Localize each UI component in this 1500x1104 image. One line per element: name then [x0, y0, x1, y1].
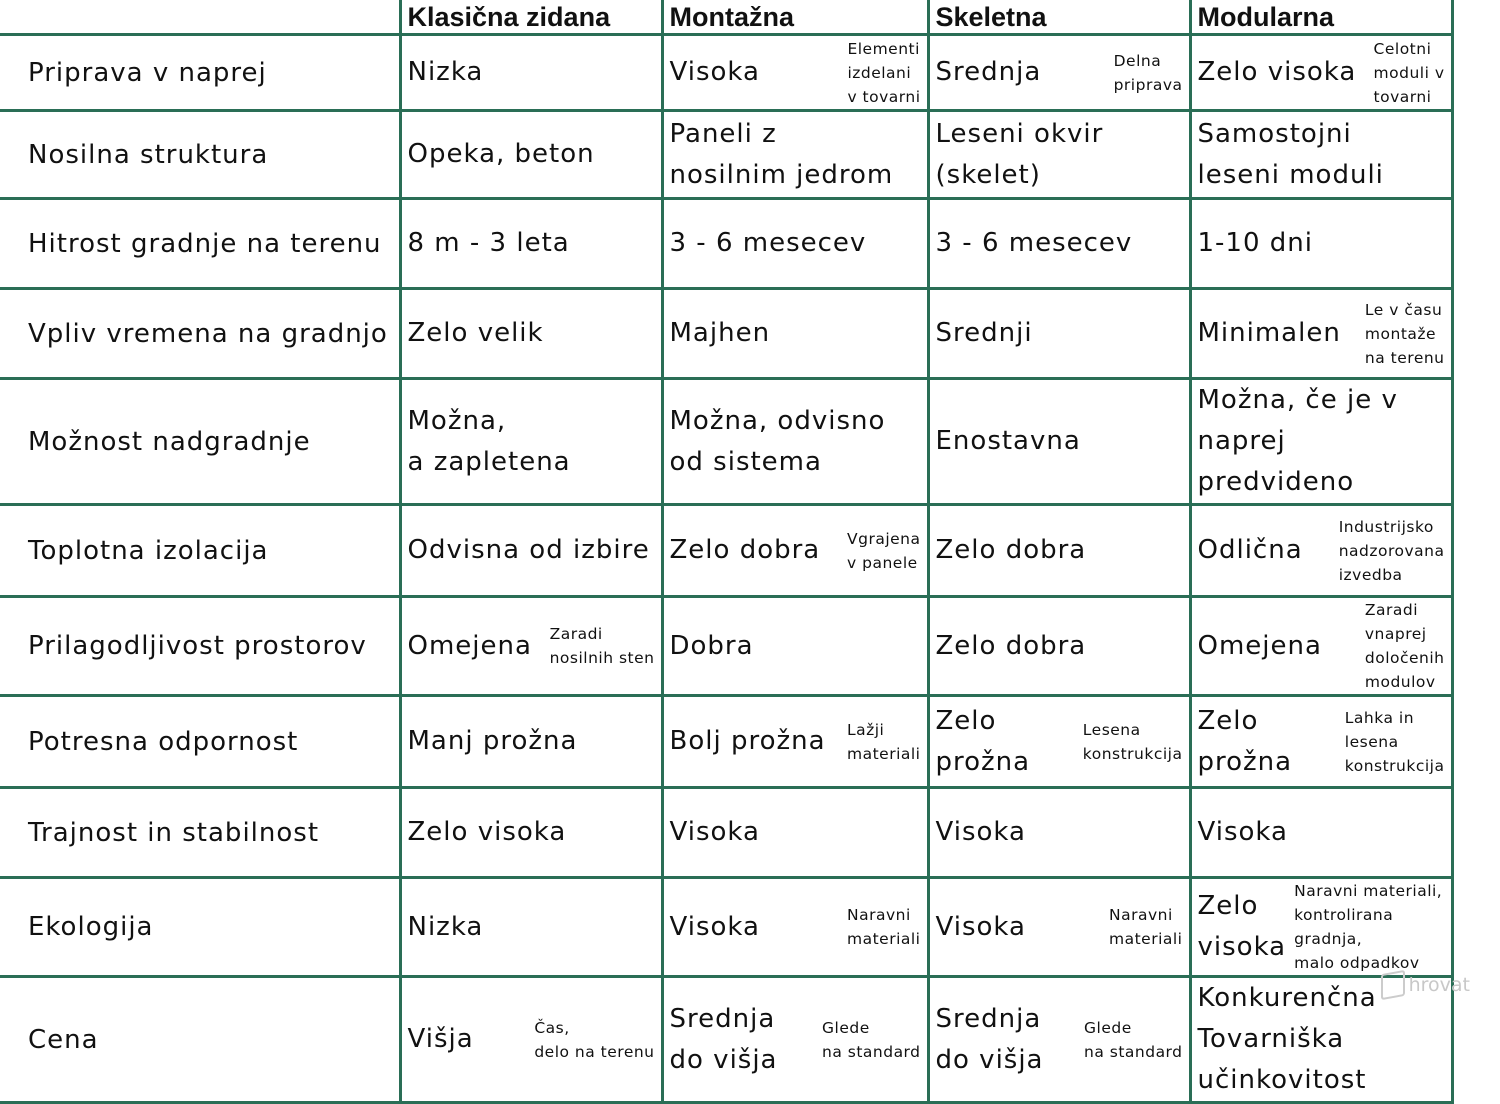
- cell-value: Zelo dobra: [669, 535, 821, 565]
- cell-note: Vgrajena v panele: [847, 529, 921, 572]
- table-row: [0, 597, 1452, 696]
- cell-value: Možna, odvisno od sistema: [669, 405, 886, 477]
- table-row: [0, 35, 1452, 111]
- cell-value: Enostavna: [935, 426, 1081, 456]
- watermark-text: hrovat: [1408, 974, 1470, 996]
- row-label: Ekologija: [0, 878, 400, 977]
- cell-value: Zelo dobra: [935, 630, 1087, 661]
- table-cell: [928, 788, 1190, 878]
- table-cell: [1190, 788, 1452, 878]
- table-cell: [400, 788, 662, 878]
- column-header: Montažna: [662, 0, 928, 35]
- table-cell: [662, 199, 928, 289]
- cell-value: Odlična: [1197, 535, 1303, 565]
- cell-note: Naravni materiali, kontrolirana gradnja, malo odpadkov: [1294, 882, 1443, 972]
- cell-value: Paneli z nosilnim jedrom: [669, 118, 894, 190]
- table-row: [0, 878, 1452, 977]
- table-cell: [1190, 597, 1452, 696]
- row-label: Vpliv vremena na gradnjo: [0, 289, 400, 379]
- header-row: [0, 0, 1452, 35]
- table-cell: [928, 199, 1190, 289]
- cell-value: Omejena: [407, 630, 532, 661]
- table-cell: [1190, 878, 1452, 977]
- cell-value: Zelo prožna: [935, 705, 1031, 777]
- cell-value: Zelo dobra: [935, 535, 1087, 565]
- table-row: [0, 788, 1452, 878]
- table-cell: [400, 977, 662, 1103]
- table-cell: [928, 878, 1190, 977]
- cell-value: Višja: [407, 1024, 474, 1054]
- cell-value: Opeka, beton: [407, 139, 595, 169]
- cell-value: Visoka: [1197, 817, 1288, 847]
- row-label: Toplotna izolacija: [0, 505, 400, 597]
- cell-note: Glede na standard: [822, 1018, 921, 1061]
- cell-value: Visoka: [669, 57, 760, 87]
- table-cell: [400, 696, 662, 788]
- cell-value: Majhen: [669, 318, 771, 348]
- table-row: [0, 696, 1452, 788]
- cell-value: Možna, a zapletena: [407, 405, 571, 477]
- table-cell: [1190, 35, 1452, 111]
- cell-note: Le v času montaže na terenu: [1364, 300, 1445, 367]
- cell-note: Zaradi vnaprej določenih modulov: [1364, 601, 1445, 691]
- column-header: Skeletna: [928, 0, 1190, 35]
- table-cell: [1190, 696, 1452, 788]
- row-label: Hitrost gradnje na terenu: [0, 199, 400, 289]
- cell-note: Lesena konstrukcija: [1082, 720, 1183, 763]
- table-cell: [400, 878, 662, 977]
- row-label: Nosilna struktura: [0, 111, 400, 199]
- cell-value: Bolj prožna: [669, 726, 826, 756]
- cell-value: 3 - 6 mesecev: [669, 228, 867, 258]
- cell-note: Glede na standard: [1084, 1018, 1183, 1061]
- cell-note: Delna priprava: [1113, 51, 1183, 94]
- table-cell: [662, 696, 928, 788]
- cell-value: Zelo prožna: [1197, 705, 1293, 777]
- table-cell: [928, 289, 1190, 379]
- cell-note: Industrijsko nadzorovana izvedba: [1338, 517, 1445, 584]
- cell-value: Dobra: [669, 630, 754, 661]
- table-row: [0, 505, 1452, 597]
- table-cell: [928, 379, 1190, 505]
- cell-value: Visoka: [935, 911, 1026, 942]
- table-cell: [1190, 111, 1452, 199]
- cell-value: Zelo visoka: [1197, 891, 1287, 962]
- cell-value: Konkurenčna Tovarniška učinkovitost: [1197, 983, 1377, 1095]
- column-header: Modularna: [1190, 0, 1452, 35]
- table-cell: [400, 505, 662, 597]
- cell-value: Odvisna od izbire: [407, 535, 650, 565]
- table-cell: [400, 379, 662, 505]
- table-cell: [400, 597, 662, 696]
- table-cell: [928, 597, 1190, 696]
- cell-value: Nizka: [407, 911, 484, 942]
- table-cell: [662, 505, 928, 597]
- cell-note: Naravni materiali: [846, 906, 921, 948]
- table-cell: [662, 111, 928, 199]
- table-cell: [928, 977, 1190, 1103]
- cell-value: Zelo velik: [407, 318, 544, 348]
- house-logo-icon: [1381, 970, 1405, 1000]
- cell-value: Možna, če je v naprej predvideno: [1197, 385, 1398, 497]
- watermark: [1381, 972, 1470, 998]
- table-cell: [662, 597, 928, 696]
- cell-note: Naravni materiali: [1108, 906, 1183, 948]
- cell-note: Zaradi nosilnih sten: [549, 625, 655, 667]
- table-cell: [928, 505, 1190, 597]
- cell-note: Lahka in lesena konstrukcija: [1344, 708, 1445, 775]
- table-cell: [400, 199, 662, 289]
- column-header: Klasična zidana: [400, 0, 662, 35]
- cell-value: Visoka: [669, 911, 760, 942]
- cell-note: Celotni moduli v tovarni: [1373, 39, 1445, 106]
- table-cell: [928, 35, 1190, 111]
- table-cell: [1190, 289, 1452, 379]
- table-cell: [1190, 199, 1452, 289]
- row-label: Cena: [0, 977, 400, 1103]
- table-cell: [1190, 379, 1452, 505]
- row-label: Prilagodljivost prostorov: [0, 597, 400, 696]
- cell-value: 8 m - 3 leta: [407, 228, 570, 258]
- table-row: [0, 199, 1452, 289]
- cell-value: Srednja do višja: [669, 1003, 778, 1075]
- row-label: Možnost nadgradnje: [0, 379, 400, 505]
- table-row: [0, 289, 1452, 379]
- row-label: Potresna odpornost: [0, 696, 400, 788]
- cell-note: Elementi izdelani v tovarni: [847, 39, 921, 106]
- cell-value: Srednji: [935, 318, 1033, 348]
- cell-value: Omejena: [1197, 630, 1322, 661]
- cell-value: Minimalen: [1197, 318, 1341, 348]
- cell-value: Srednja: [935, 57, 1042, 87]
- table-cell: [1190, 505, 1452, 597]
- cell-value: Visoka: [669, 817, 760, 847]
- table-row: [0, 379, 1452, 505]
- cell-value: Zelo visoka: [1197, 57, 1357, 87]
- table-cell: [400, 35, 662, 111]
- cell-value: Visoka: [935, 817, 1026, 847]
- cell-value: Nizka: [407, 57, 484, 87]
- table-cell: [928, 111, 1190, 199]
- cell-value: Srednja do višja: [935, 1003, 1044, 1075]
- table-cell: [662, 788, 928, 878]
- table-cell: [928, 696, 1190, 788]
- cell-value: 3 - 6 mesecev: [935, 228, 1133, 258]
- table-cell: [400, 289, 662, 379]
- table-cell: [662, 977, 928, 1103]
- table-cell: [662, 878, 928, 977]
- column-header: [0, 0, 400, 35]
- row-label: Priprava v naprej: [0, 35, 400, 111]
- cell-value: Leseni okvir (skelet): [935, 118, 1104, 190]
- cell-value: Samostojni leseni moduli: [1197, 118, 1384, 190]
- cell-note: Čas, delo na terenu: [534, 1018, 655, 1061]
- table-row: [0, 111, 1452, 199]
- table-cell: [662, 289, 928, 379]
- table-cell: [662, 379, 928, 505]
- cell-value: 1-10 dni: [1197, 228, 1313, 258]
- table-cell: [662, 35, 928, 111]
- table-cell: [400, 111, 662, 199]
- cell-value: Zelo visoka: [407, 817, 567, 847]
- row-label: Trajnost in stabilnost: [0, 788, 400, 878]
- table-row: [0, 977, 1452, 1103]
- cell-note: Lažji materiali: [846, 720, 921, 763]
- cell-value: Manj prožna: [407, 726, 578, 756]
